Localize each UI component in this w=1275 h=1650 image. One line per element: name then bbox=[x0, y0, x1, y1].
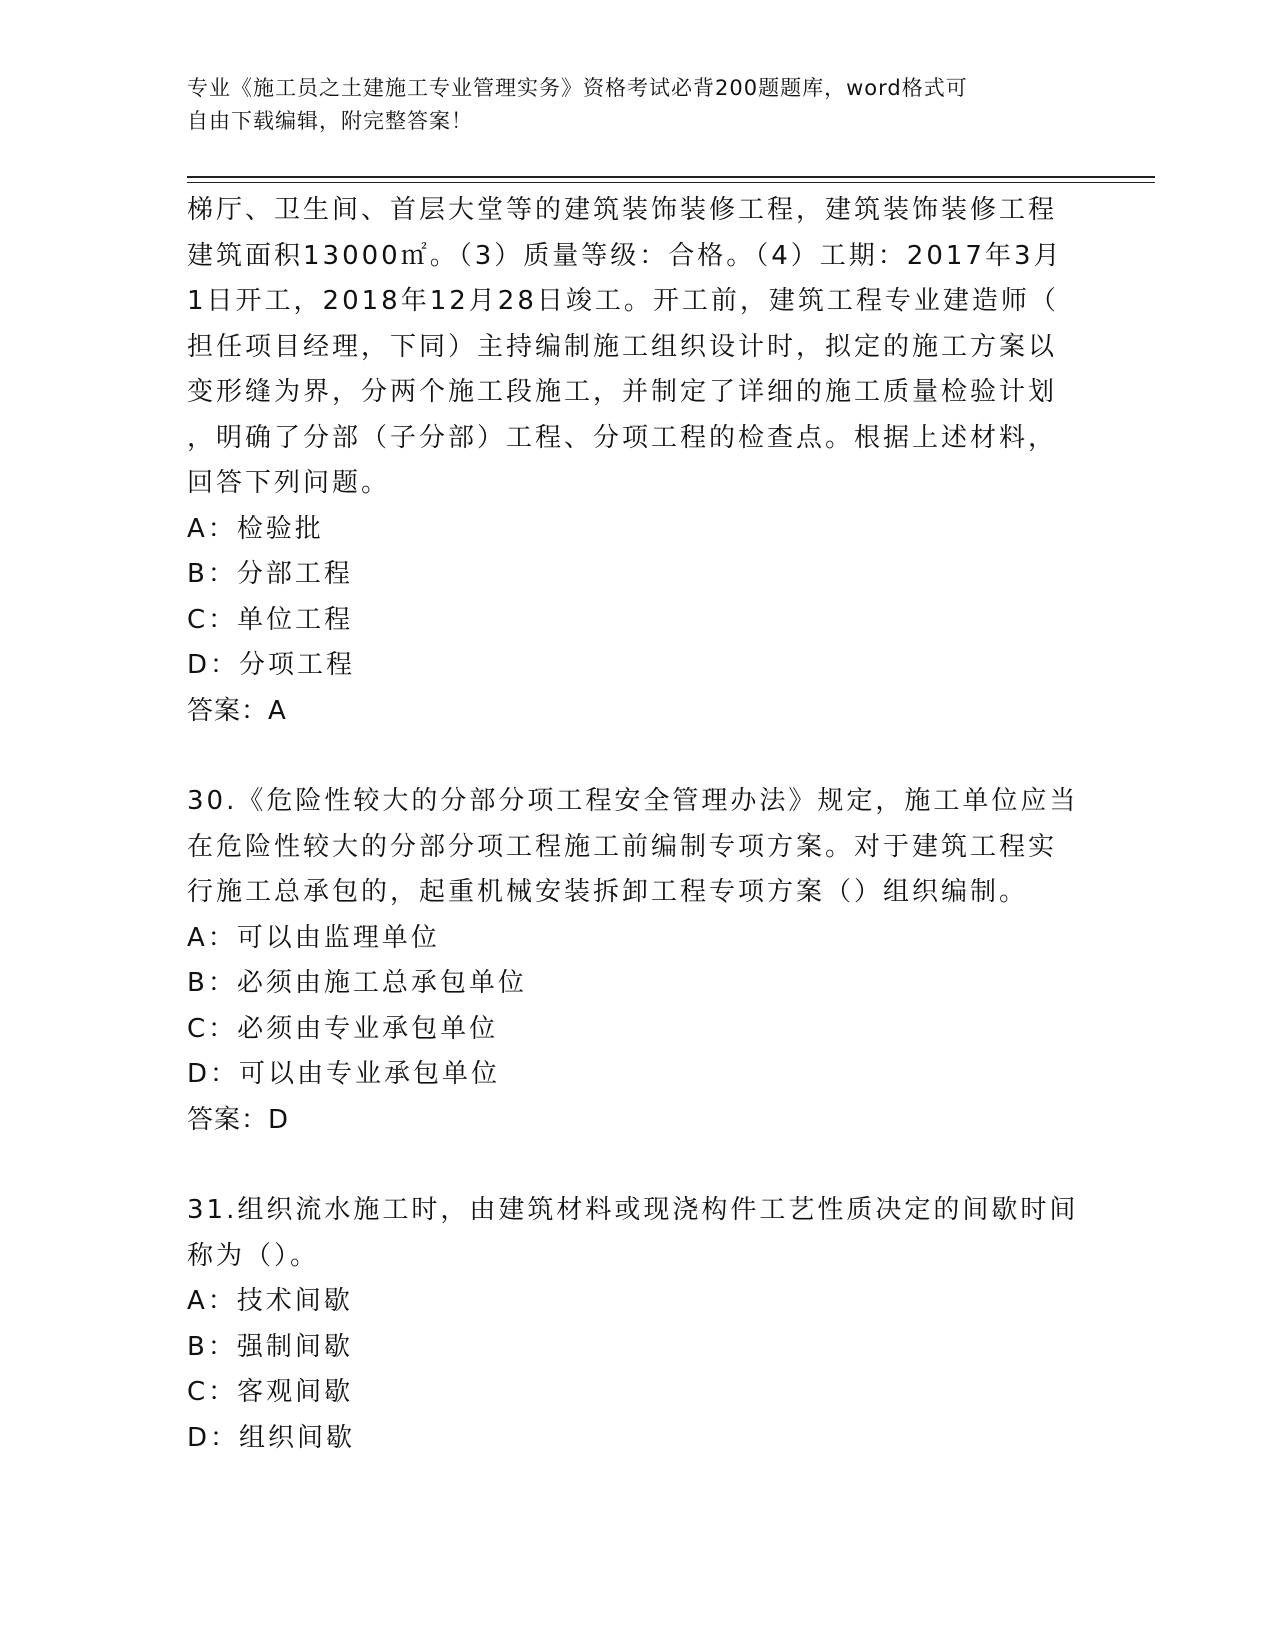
question-stem-line: 1日开工，2018年12月28日竣工。开工前，建筑工程专业建造师（ bbox=[187, 286, 1059, 316]
question-stem-line: 称为（）。 bbox=[187, 1240, 320, 1271]
header-line-1: 专业《施工员之土建施工专业管理实务》资格考试必背200题题库，word格式可 bbox=[187, 76, 968, 100]
question-stem-line: 担任项目经理，下同）主持编制施工组织设计时，拟定的施工方案以 bbox=[187, 331, 1058, 362]
question-stem-line: 30.《危险性较大的分部分项工程安全管理办法》规定，施工单位应当 bbox=[187, 786, 1079, 816]
option-a: A：可以由监理单位 bbox=[187, 922, 440, 953]
option-d: D：可以由专业承包单位 bbox=[187, 1059, 501, 1089]
question-stem-line: 31.组织流水施工时，由建筑材料或现浇构件工艺性质决定的间歇时间 bbox=[187, 1195, 1079, 1225]
question-29 bbox=[187, 188, 1107, 734]
question-spacer bbox=[187, 1143, 1107, 1188]
question-stem-line: 行施工总承包的，起重机械安装拆卸工程专项方案（）组织编制。 bbox=[187, 877, 1029, 907]
option-b: B：分部工程 bbox=[187, 559, 353, 589]
document-header bbox=[187, 72, 1087, 138]
option-c: C：单位工程 bbox=[187, 604, 354, 635]
option-a: A：检验批 bbox=[187, 513, 324, 544]
question-stem-line: 梯厅、卫生间、首层大堂等的建筑装饰装修工程，建筑装饰装修工程 bbox=[187, 195, 1058, 225]
question-stem-line: ，明确了分部（子分部）工程、分项工程的检查点。根据上述材料， bbox=[187, 422, 1058, 453]
question-31 bbox=[187, 1188, 1107, 1461]
question-stem-line: 变形缝为界，分两个施工段施工，并制定了详细的施工质量检验计划 bbox=[187, 377, 1058, 407]
option-b: B：必须由施工总承包单位 bbox=[187, 968, 527, 998]
question-stem-line: 建筑面积13000㎡。（3）质量等级：合格。（4）工期：2017年3月 bbox=[187, 240, 1063, 271]
option-b: B：强制间歇 bbox=[187, 1331, 353, 1362]
header-line-2: 自由下载编辑，附完整答案！ bbox=[187, 109, 473, 133]
answer-label: 答案：D bbox=[187, 1104, 290, 1135]
option-a: A：技术间歇 bbox=[187, 1286, 353, 1316]
header-rule-thin bbox=[187, 182, 1155, 183]
question-stem-line: 在危险性较大的分部分项工程施工前编制专项方案。对于建筑工程实 bbox=[187, 831, 1058, 862]
option-d: D：组织间歇 bbox=[187, 1422, 356, 1453]
option-d: D：分项工程 bbox=[187, 650, 356, 680]
option-c: C：客观间歇 bbox=[187, 1377, 354, 1407]
option-c: C：必须由专业承包单位 bbox=[187, 1013, 499, 1044]
header-rule-thick bbox=[187, 176, 1155, 178]
document-body bbox=[187, 188, 1107, 1461]
answer-label: 答案：A bbox=[187, 695, 287, 726]
question-stem-line: 回答下列问题。 bbox=[187, 468, 391, 498]
question-spacer bbox=[187, 734, 1107, 779]
question-30 bbox=[187, 779, 1107, 1143]
